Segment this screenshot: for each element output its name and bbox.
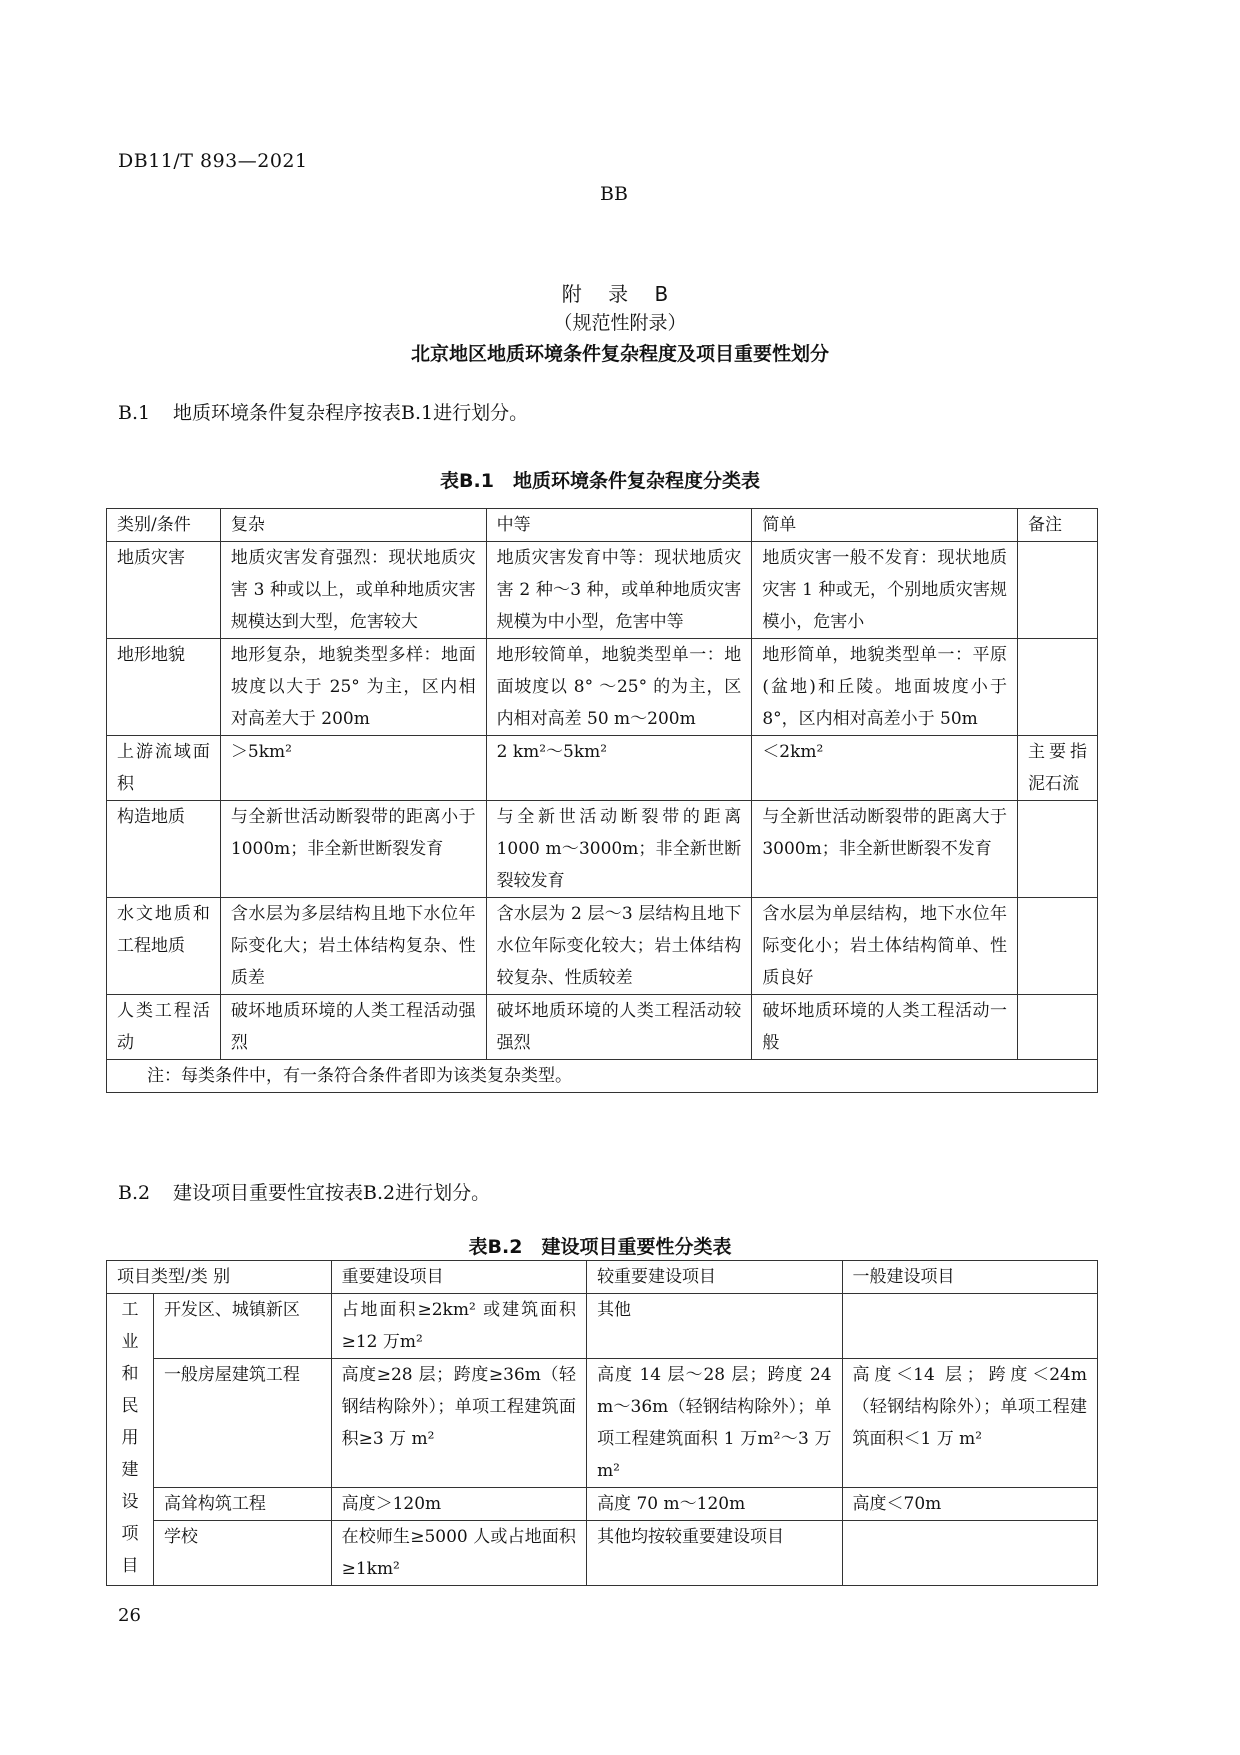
header-cell: 复杂 [220,509,486,542]
table-cell: 破坏地质环境的人类工程活动较强烈 [486,995,752,1060]
table-cell: 与全新世活动断裂带的距离 1000 m～3000m；非全新世断裂较发育 [486,801,752,898]
table-cell: 高度 70 m～120m [587,1488,842,1521]
page-number: 26 [118,1605,141,1626]
table-row [107,1521,1098,1586]
table-cell: 含水层为多层结构且地下水位年际变化大；岩土体结构复杂、性质差 [220,898,486,995]
table-cell: 与全新世活动断裂带的距离大于 3000m；非全新世断裂不发育 [752,801,1018,898]
header-cell: 较重要建设项目 [587,1261,842,1294]
table-cell: 高度≥28 层；跨度≥36m（轻钢结构除外）；单项工程建筑面积≥3 万 m² [331,1359,586,1488]
header-cell: 类别/条件 [107,509,221,542]
table-cell: 含水层为 2 层～3 层结构且地下水位年际变化较大；岩土体结构较复杂、性质较差 [486,898,752,995]
section-number: B.2 [118,1182,151,1204]
table-cell: 开发区、城镇新区 [153,1294,331,1359]
table-row [107,542,1098,639]
table-cell: 高度＞120m [331,1488,586,1521]
table-cell: 地形较简单，地貌类型单一：地面坡度以 8° ～25° 的为主，区内相对高差 50 m～200m [486,639,752,736]
header-cell: 项目类型/类 别 [107,1261,332,1294]
table-cell: 学校 [153,1521,331,1586]
table-cell: 其他均按较重要建设项目 [587,1521,842,1586]
appendix-subtitle: （规范性附录） [553,312,687,334]
table-cell: 主要指泥石流 [1018,736,1098,801]
table-row [107,1359,1098,1488]
table-cell: 地形地貌 [107,639,221,736]
table-cell: 地质灾害 [107,542,221,639]
table-header-row [107,509,1098,542]
table-cell: 地质灾害发育强烈：现状地质灾害 3 种或以上，或单种地质灾害规模达到大型，危害较大 [220,542,486,639]
table-cell: 2 km²～5km² [486,736,752,801]
table-cell: 上游流域面积 [107,736,221,801]
table-cell: 高度 14 层～28 层；跨度 24 m～36m（轻钢结构除外）；单项工程建筑面积 1 万m²～3 万m² [587,1359,842,1488]
table-cell [1018,639,1098,736]
table-cell: 其他 [587,1294,842,1359]
table-cell: 高度＜14 层；跨度＜24m（轻钢结构除外）；单项工程建筑面积＜1 万 m² [842,1359,1097,1488]
table-cell: 含水层为单层结构，地下水位年际变化小；岩土体结构简单、性质良好 [752,898,1018,995]
table-cell [1018,801,1098,898]
document-code: DB11/T 893—2021 [118,150,308,172]
table-row [107,639,1098,736]
table-cell: 地形简单，地貌类型单一：平原(盆地)和丘陵。地面坡度小于 8°，区内相对高差小于 50m [752,639,1018,736]
table2-caption: 表B.2 建设项目重要性分类表 [468,1236,732,1258]
header-cell: 中等 [486,509,752,542]
table-cell: 破坏地质环境的人类工程活动强烈 [220,995,486,1060]
table-cell: ＜2km² [752,736,1018,801]
section-number: B.1 [118,402,151,424]
table-cell [842,1521,1097,1586]
section-b1 [118,398,528,425]
table-cell: 占地面积≥2km² 或建筑面积≥12 万m² [331,1294,586,1359]
table-cell: 地质灾害发育中等：现状地质灾害 2 种～3 种，或单种地质灾害规模为中小型，危害中等 [486,542,752,639]
header-cell: 简单 [752,509,1018,542]
table-cell: 高度＜70m [842,1488,1097,1521]
table-cell: 人类工程活动 [107,995,221,1060]
table-cell: 一般房屋建筑工程 [153,1359,331,1488]
page-mark: BB [600,183,628,205]
table-b1 [106,508,1098,1093]
table-row [107,1294,1098,1359]
table-b2 [106,1260,1098,1586]
section-text: 建设项目重要性宜按表B.2进行划分。 [173,1182,491,1204]
table-note: 注：每类条件中，有一条符合条件者即为该类复杂类型。 [107,1060,1098,1093]
appendix-heading: 北京地区地质环境条件复杂程度及项目重要性划分 [410,343,829,365]
table-cell: ＞5km² [220,736,486,801]
section-text: 地质环境条件复杂程序按表B.1进行划分。 [173,402,529,424]
table-cell: 破坏地质环境的人类工程活动一般 [752,995,1018,1060]
table-cell [1018,542,1098,639]
table-cell: 地质灾害一般不发育：现状地质灾害 1 种或无，个别地质灾害规模小，危害小 [752,542,1018,639]
header-cell: 重要建设项目 [331,1261,586,1294]
header-cell: 备注 [1018,509,1098,542]
table-cell: 构造地质 [107,801,221,898]
table-cell: 水文地质和工程地质 [107,898,221,995]
table-row [107,736,1098,801]
table-cell [1018,995,1098,1060]
table-row [107,995,1098,1060]
table1-caption: 表B.1 地质环境条件复杂程度分类表 [440,470,760,492]
table-row [107,1488,1098,1521]
table-cell: 高耸构筑工程 [153,1488,331,1521]
section-b2 [118,1178,490,1205]
table-row [107,801,1098,898]
table-cell [1018,898,1098,995]
table-header-row [107,1261,1098,1294]
table-cell: 地形复杂，地貌类型多样：地面坡度以大于 25° 为主，区内相对高差大于 200m [220,639,486,736]
table-row [107,898,1098,995]
table-cell: 在校师生≥5000 人或占地面积≥1km² [331,1521,586,1586]
table-note-row [107,1060,1098,1093]
table-cell: 与全新世活动断裂带的距离小于 1000m；非全新世断裂发育 [220,801,486,898]
header-cell: 一般建设项目 [842,1261,1097,1294]
appendix-title: 附 录 B [561,282,679,306]
table-cell [842,1294,1097,1359]
group-label: 工业和民用建设项目 [107,1294,154,1586]
